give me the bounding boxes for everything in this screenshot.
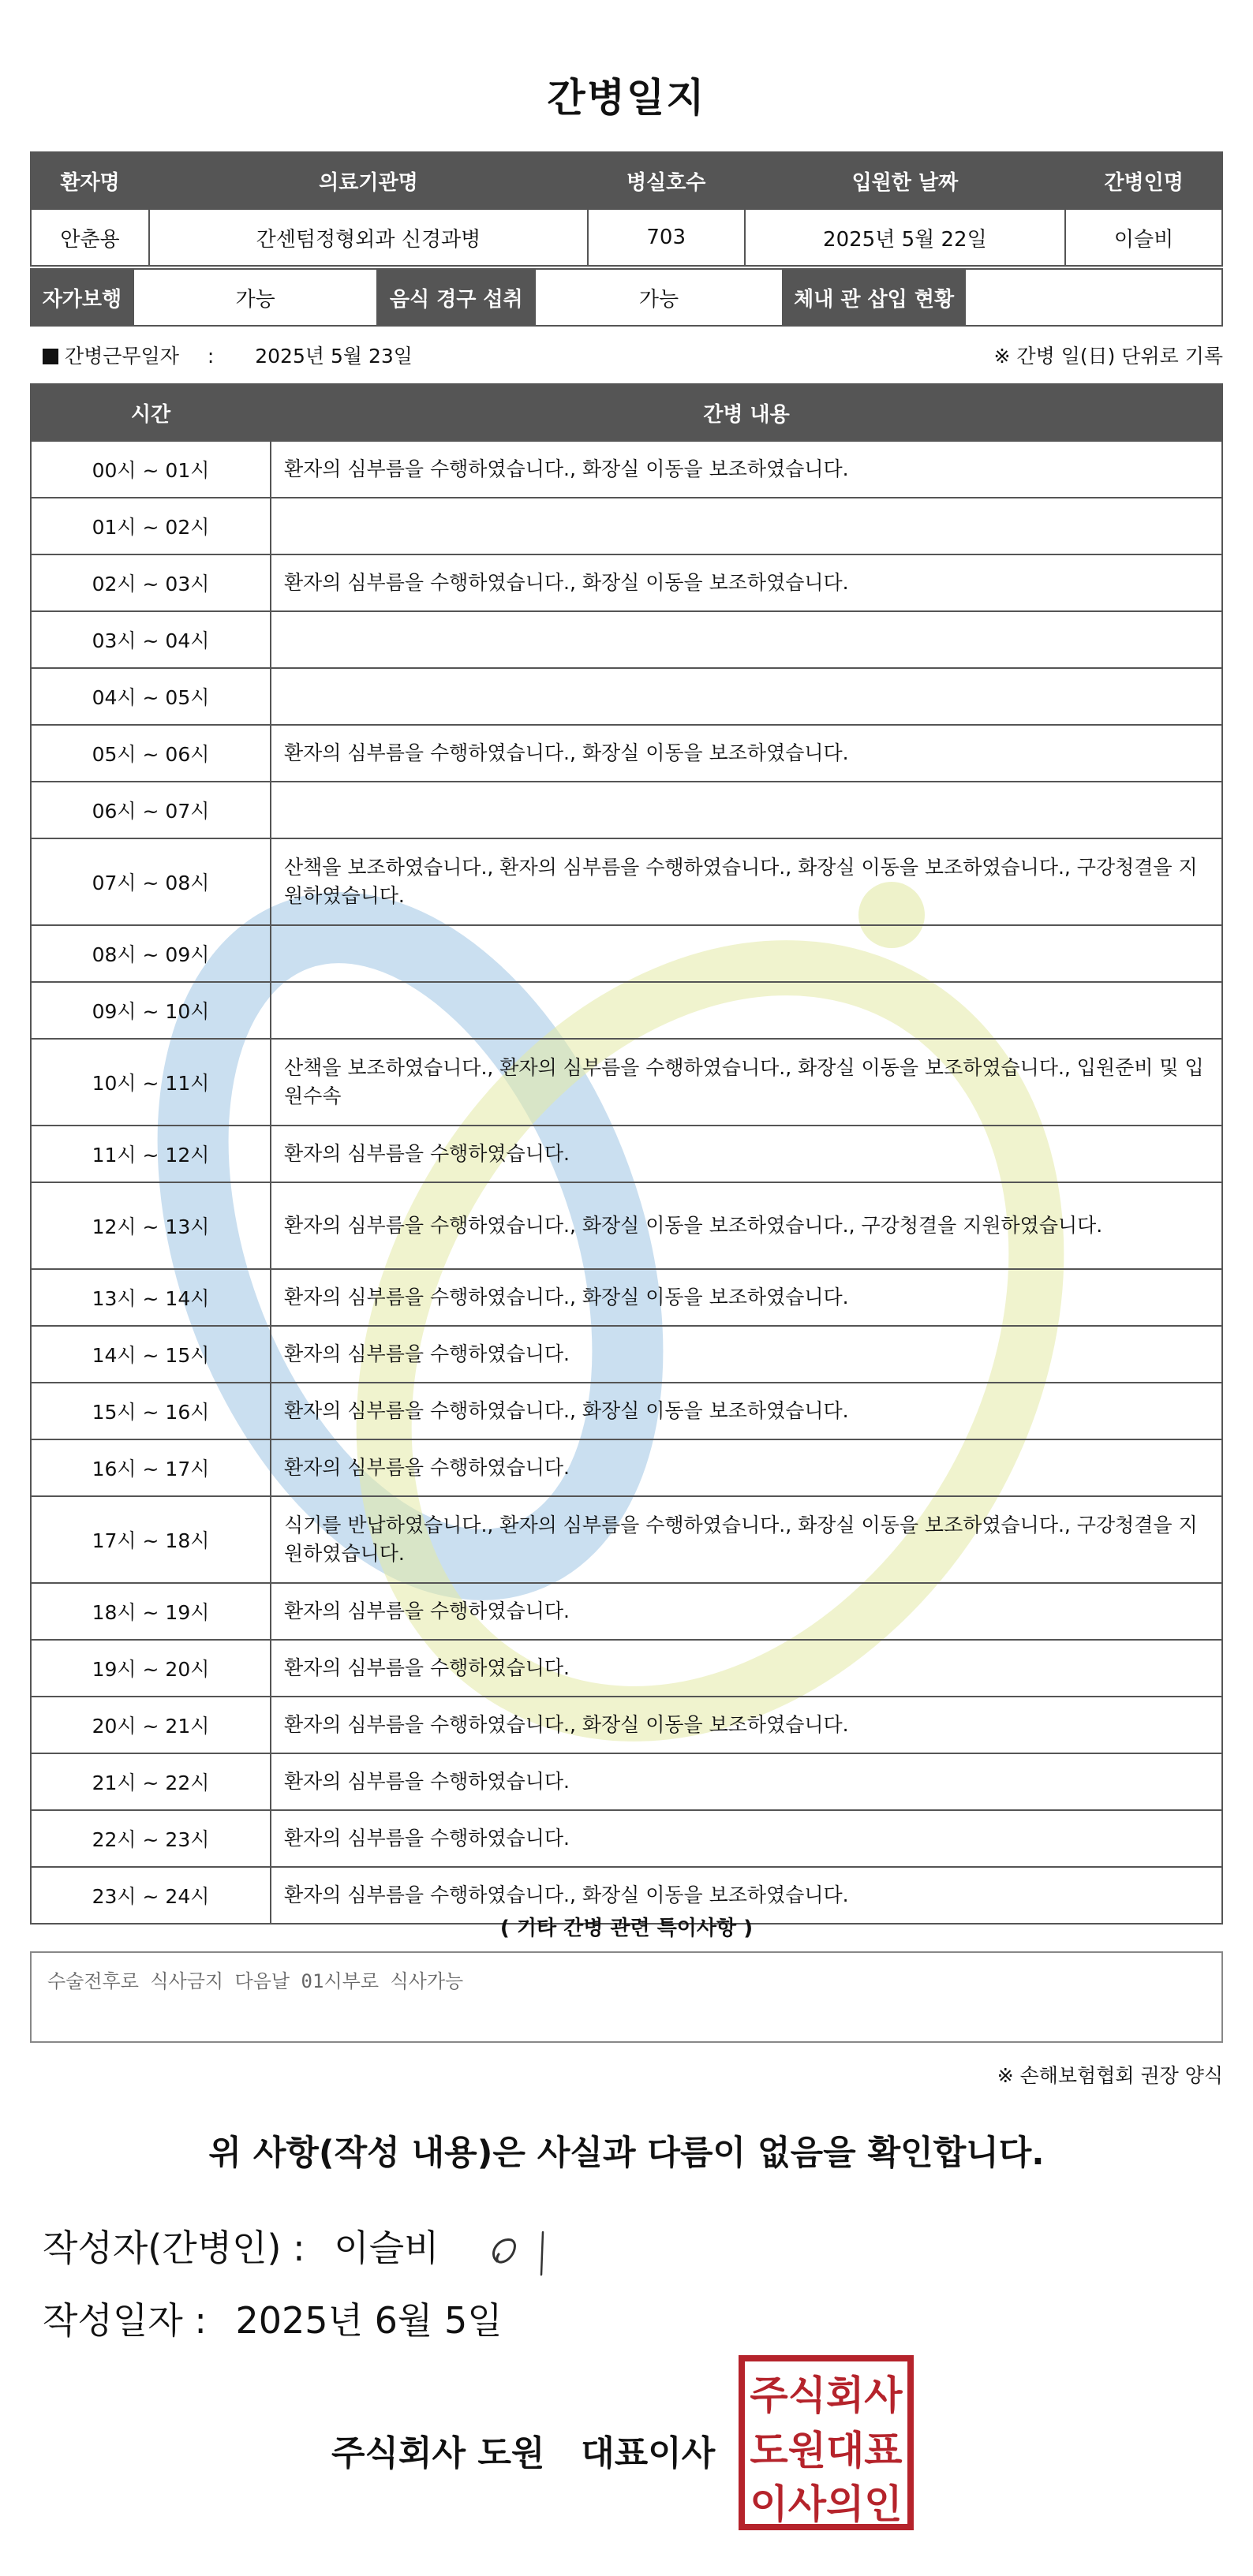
log-content-cell: 환자의 심부름을 수행하였습니다., 화장실 이동을 보조하였습니다., 구강청결을 지원하였습니다. — [271, 1182, 1222, 1269]
log-time-cell: 15시 ~ 16시 — [31, 1383, 271, 1439]
log-row — [31, 1810, 1222, 1867]
log-time-cell: 17시 ~ 18시 — [31, 1496, 271, 1583]
header-admission-date: 입원한 날짜 — [745, 152, 1066, 209]
header-content: 간병 내용 — [271, 384, 1222, 441]
log-time-cell: 06시 ~ 07시 — [31, 782, 271, 838]
log-time-cell: 19시 ~ 20시 — [31, 1640, 271, 1697]
log-content-cell: 환자의 심부름을 수행하였습니다. — [271, 1326, 1222, 1383]
log-content-cell: 환자의 심부름을 수행하였습니다., 화장실 이동을 보조하였습니다. — [271, 1269, 1222, 1326]
log-time-cell: 18시 ~ 19시 — [31, 1583, 271, 1640]
log-time-cell: 22시 ~ 23시 — [31, 1810, 271, 1867]
log-row — [31, 1640, 1222, 1697]
header-room: 병실호수 — [588, 152, 745, 209]
log-content-cell — [271, 925, 1222, 982]
log-content-cell: 산책을 보조하였습니다., 환자의 심부름을 수행하였습니다., 화장실 이동을 보조하였습니다., 구강청결을 지원하였습니다. — [271, 838, 1222, 925]
caregiver-name: 이슬비 — [1065, 209, 1222, 266]
log-time-cell: 21시 ~ 22시 — [31, 1753, 271, 1810]
header-hospital: 의료기관명 — [149, 152, 588, 209]
log-row — [31, 1753, 1222, 1810]
admission-date: 2025년 5월 22일 — [745, 209, 1066, 266]
log-row — [31, 838, 1222, 925]
log-content-cell: 환자의 심부름을 수행하였습니다. — [271, 1583, 1222, 1640]
svg-text:이사의인: 이사의인 — [750, 2481, 903, 2527]
log-content-cell: 환자의 심부름을 수행하였습니다. — [271, 1810, 1222, 1867]
log-row — [31, 925, 1222, 982]
form-source-note: ※ 손해보험협회 권장 양식 — [997, 2064, 1223, 2087]
written-date-line — [43, 2292, 503, 2344]
duty-date — [43, 341, 413, 369]
info-value-row — [31, 209, 1222, 266]
company-seal-stamp — [737, 2354, 915, 2532]
svg-text:도원대표: 도원대표 — [750, 2428, 903, 2473]
info-header-row — [31, 152, 1222, 209]
log-row — [31, 1182, 1222, 1269]
log-content-cell — [271, 498, 1222, 554]
oral-intake-label: 음식 경구 섭취 — [377, 269, 535, 326]
log-time-cell: 11시 ~ 12시 — [31, 1126, 271, 1182]
log-time-cell: 09시 ~ 10시 — [31, 982, 271, 1039]
header-patient-name: 환자명 — [31, 152, 149, 209]
log-time-cell: 01시 ~ 02시 — [31, 498, 271, 554]
log-time-cell: 05시 ~ 06시 — [31, 725, 271, 782]
log-content-cell — [271, 782, 1222, 838]
log-content-cell: 환자의 심부름을 수행하였습니다. — [271, 1126, 1222, 1182]
log-row — [31, 1269, 1222, 1326]
log-row — [31, 1496, 1222, 1583]
status-row — [31, 269, 1222, 326]
duty-date-label: 간병근무일자 — [65, 345, 179, 368]
writer-line — [43, 2219, 439, 2272]
log-time-cell: 03시 ~ 04시 — [31, 611, 271, 668]
self-walk-label: 자가보행 — [31, 269, 133, 326]
page-title: 간병일지 — [547, 75, 706, 121]
log-row — [31, 1697, 1222, 1753]
written-date-label: 작성일자 : — [43, 2299, 207, 2342]
log-row — [31, 668, 1222, 725]
written-date-value: 2025년 6월 5일 — [235, 2299, 503, 2342]
log-row — [31, 498, 1222, 554]
log-row — [31, 554, 1222, 611]
notes-box: 수술전후로 식사금지 다음날 01시부로 식사가능 — [30, 1951, 1223, 2043]
log-time-cell: 12시 ~ 13시 — [31, 1182, 271, 1269]
patient-info-table — [30, 151, 1223, 267]
duty-meta-row — [43, 341, 1223, 372]
log-body — [31, 441, 1222, 1924]
writer-name: 이슬비 — [334, 2227, 439, 2269]
log-row — [31, 725, 1222, 782]
log-time-cell: 04시 ~ 05시 — [31, 668, 271, 725]
log-row — [31, 982, 1222, 1039]
patient-status-table — [30, 268, 1223, 327]
log-time-cell: 02시 ~ 03시 — [31, 554, 271, 611]
log-row — [31, 782, 1222, 838]
log-content-cell: 환자의 심부름을 수행하였습니다., 화장실 이동을 보조하였습니다. — [271, 725, 1222, 782]
catheter-value — [965, 269, 1222, 326]
unit-note: ※ 간병 일(日) 단위로 기록 — [993, 345, 1223, 368]
log-time-cell: 10시 ~ 11시 — [31, 1039, 271, 1126]
log-content-cell — [271, 668, 1222, 725]
log-row — [31, 1326, 1222, 1383]
company-representative: 주식회사 도원 대표이사 — [331, 2433, 716, 2473]
log-time-cell: 13시 ~ 14시 — [31, 1269, 271, 1326]
log-time-cell: 16시 ~ 17시 — [31, 1439, 271, 1496]
log-row — [31, 1383, 1222, 1439]
duty-date-value: 2025년 5월 23일 — [255, 345, 413, 368]
log-content-cell: 환자의 심부름을 수행하였습니다., 화장실 이동을 보조하였습니다. — [271, 1383, 1222, 1439]
log-time-cell: 07시 ~ 08시 — [31, 838, 271, 925]
log-content-cell: 식기를 반납하였습니다., 환자의 심부름을 수행하였습니다., 화장실 이동을 보조하였습니다., 구강청결을 지원하였습니다. — [271, 1496, 1222, 1583]
log-content-cell: 환자의 심부름을 수행하였습니다. — [271, 1439, 1222, 1496]
writer-label: 작성자(간병인) : — [43, 2227, 305, 2269]
patient-name: 안춘용 — [31, 209, 149, 266]
oral-intake-value: 가능 — [535, 269, 783, 326]
log-header-row — [31, 384, 1222, 441]
svg-text:주식회사: 주식회사 — [750, 2373, 903, 2418]
log-row — [31, 1039, 1222, 1126]
room-number: 703 — [588, 209, 745, 266]
log-row — [31, 1583, 1222, 1640]
log-row — [31, 1126, 1222, 1182]
log-content-cell: 환자의 심부름을 수행하였습니다. — [271, 1640, 1222, 1697]
log-content-cell: 산책을 보조하였습니다., 환자의 심부름을 수행하였습니다., 화장실 이동을 보조하였습니다., 입원준비 및 입원수속 — [271, 1039, 1222, 1126]
header-time: 시간 — [31, 384, 271, 441]
log-time-cell: 20시 ~ 21시 — [31, 1697, 271, 1753]
log-content-cell — [271, 982, 1222, 1039]
log-content-cell: 환자의 심부름을 수행하였습니다., 화장실 이동을 보조하였습니다. — [271, 554, 1222, 611]
log-time-cell: 14시 ~ 15시 — [31, 1326, 271, 1383]
header-caregiver: 간병인명 — [1065, 152, 1222, 209]
signature-mark — [481, 2226, 568, 2281]
self-walk-value: 가능 — [133, 269, 378, 326]
hospital-name: 간센텀정형외과 신경과병 — [149, 209, 588, 266]
care-log-table — [30, 383, 1223, 1925]
log-row — [31, 1439, 1222, 1496]
log-content-cell: 환자의 심부름을 수행하였습니다., 화장실 이동을 보조하였습니다. — [271, 1867, 1222, 1924]
square-bullet-icon — [43, 349, 58, 364]
log-content-cell: 환자의 심부름을 수행하였습니다. — [271, 1753, 1222, 1810]
log-time-cell: 23시 ~ 24시 — [31, 1867, 271, 1924]
log-row — [31, 441, 1222, 498]
catheter-label: 체내 관 삽입 현황 — [783, 269, 966, 326]
confirmation-statement: 위 사항(작성 내용)은 사실과 다름이 없음을 확인합니다. — [208, 2134, 1045, 2173]
log-content-cell: 환자의 심부름을 수행하였습니다., 화장실 이동을 보조하였습니다. — [271, 441, 1222, 498]
notes-heading: ( 기타 간병 관련 특이사항 ) — [499, 1917, 754, 1940]
log-content-cell — [271, 611, 1222, 668]
log-time-cell: 08시 ~ 09시 — [31, 925, 271, 982]
log-row — [31, 611, 1222, 668]
log-time-cell: 00시 ~ 01시 — [31, 441, 271, 498]
duty-date-separator: : — [207, 345, 215, 368]
log-content-cell: 환자의 심부름을 수행하였습니다., 화장실 이동을 보조하였습니다. — [271, 1697, 1222, 1753]
